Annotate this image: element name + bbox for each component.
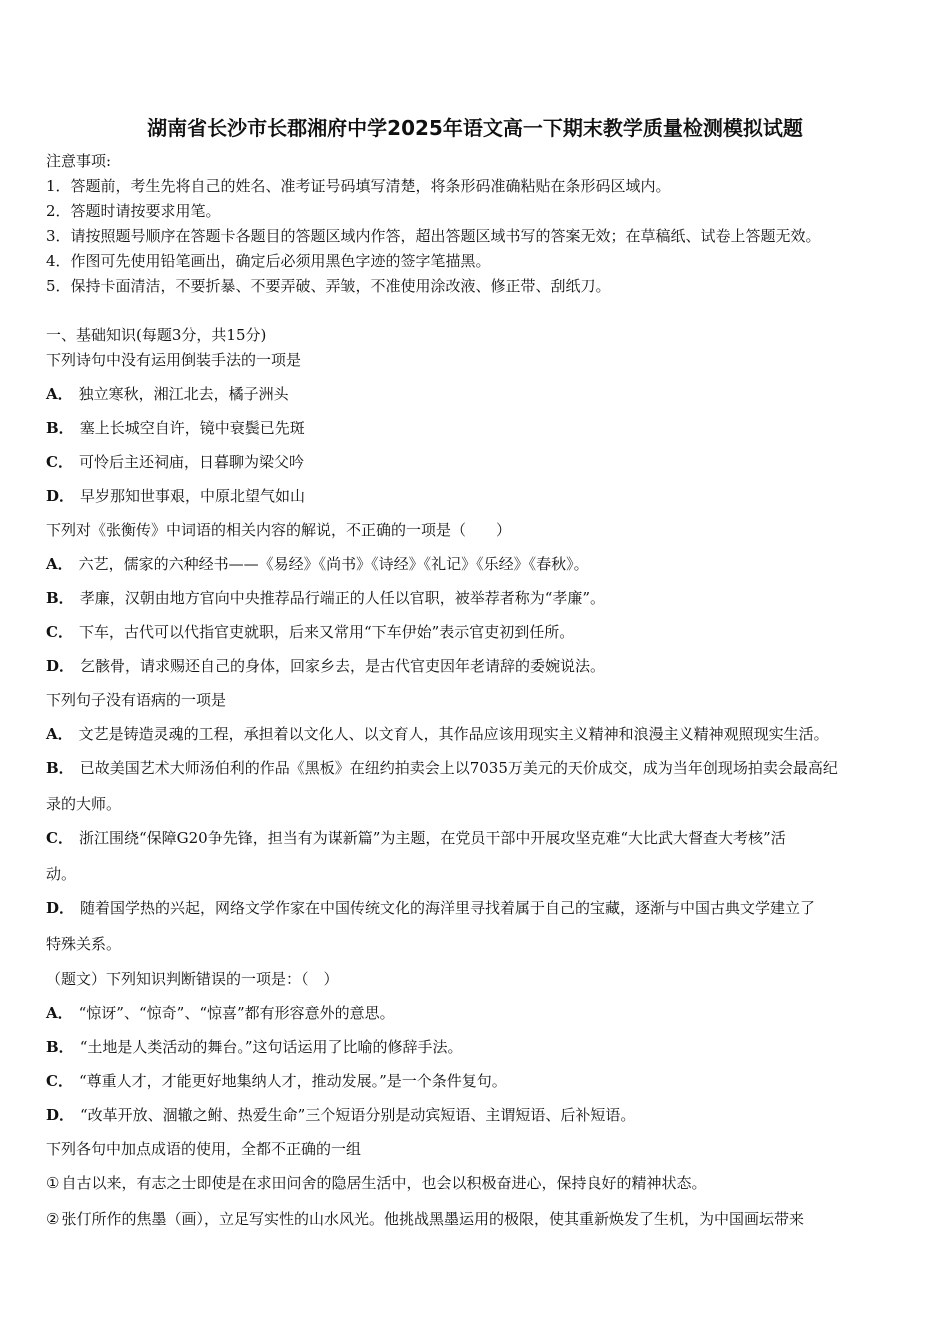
notice-item: 1．答题前，考生先将自己的姓名、准考证号码填写清楚，将条形码准确粘贴在条形码区域内。 xyxy=(46,177,671,195)
option-letter: D． xyxy=(46,487,75,505)
option-text: “改革开放、涸辙之鲋、热爱生命”三个短语分别是动宾短语、主谓短语、后补短语。 xyxy=(80,1106,636,1124)
notice-item: 5．保持卡面清洁，不要折暴、不要弄破、弄皱，不准使用涂改液、修正带、刮纸刀。 xyxy=(46,277,611,295)
option-b xyxy=(46,418,305,438)
option-c xyxy=(46,622,574,642)
option-c xyxy=(46,452,304,472)
option-letter: C． xyxy=(46,829,73,847)
option-text: 孝廉，汉朝由地方官向中央推荐品行端正的人任以官职，被举荐者称为“孝廉”。 xyxy=(79,589,606,607)
notice-item: 2．答题时请按要求用笔。 xyxy=(46,202,221,220)
option-letter: D． xyxy=(46,657,75,675)
option-letter: B． xyxy=(46,759,74,777)
option-letter: B． xyxy=(46,1038,74,1056)
option-a xyxy=(46,554,589,574)
option-letter: C． xyxy=(46,453,73,471)
numbered-sentence xyxy=(46,1209,804,1229)
option-text: 可怜后主还祠庙，日暮聊为梁父吟 xyxy=(78,453,304,471)
option-d xyxy=(46,486,305,506)
option-letter: D． xyxy=(46,1106,75,1124)
option-continuation: 特殊关系。 xyxy=(46,935,122,953)
notice-item: 3．请按照题号顺序在答题卡各题目的答题区域内作答，超出答题区域书写的答案无效；在草稿纸、试卷上答题无效。 xyxy=(46,227,821,245)
option-d xyxy=(46,656,605,676)
notice-item: 4．作图可先使用铅笔画出，确定后必须用黑色字迹的签字笔描黑。 xyxy=(46,252,491,270)
option-text: 独立寒秋，湘江北去，橘子洲头 xyxy=(78,385,289,403)
option-letter: B． xyxy=(46,589,74,607)
question-stem: 下列对《张衡传》中词语的相关内容的解说，不正确的一项是（ ） xyxy=(46,521,512,539)
option-text: 六艺，儒家的六种经书——《易经》《尚书》《诗经》《礼记》《乐经》《春秋》。 xyxy=(78,555,589,573)
question-stem: （题文）下列知识判断错误的一项是：（ ） xyxy=(46,970,339,988)
option-letter: A． xyxy=(46,385,73,403)
option-letter: A． xyxy=(46,1004,73,1022)
sentence-text: 张仃所作的焦墨（画），立足写实性的山水风光。他挑战黑墨运用的极限，使其重新焕发了生机，为中国画坛带来 xyxy=(61,1210,804,1228)
question-stem: 下列各句中加点成语的使用，全都不正确的一组 xyxy=(46,1140,362,1158)
option-text: 塞上长城空自许，镜中衰鬓已先斑 xyxy=(79,419,305,437)
option-text: 文艺是铸造灵魂的工程，承担着以文化人、以文育人，其作品应该用现实主义精神和浪漫主义精神观照现实生活。 xyxy=(78,725,829,743)
option-letter: B． xyxy=(46,419,74,437)
option-letter: A． xyxy=(46,725,73,743)
option-a xyxy=(46,1003,395,1023)
option-text: 浙江围绕“保障G20争先锋，担当有为谋新篇”为主题，在党员干部中开展攻坚克难“大比武大督查大考核”活 xyxy=(78,829,786,847)
question-stem: 下列诗句中没有运用倒装手法的一项是 xyxy=(46,351,302,369)
option-letter: D． xyxy=(46,899,75,917)
option-text: “尊重人才，才能更好地集纳人才，推动发展。”是一个条件复句。 xyxy=(78,1072,507,1090)
sentence-number: ② xyxy=(46,1210,60,1228)
exam-title: 湖南省长沙市长郡湘府中学2025年语文高一下期末教学质量检测模拟试题 xyxy=(147,116,803,140)
option-text: 乞骸骨，请求赐还自己的身体，回家乡去，是古代官吏因年老请辞的委婉说法。 xyxy=(80,657,606,675)
option-d xyxy=(46,1105,635,1125)
option-text: “惊讶”、“惊奇”、“惊喜”都有形容意外的意思。 xyxy=(78,1004,395,1022)
option-text: 下车，古代可以代指官吏就职，后来又常用“下车伊始”表示官吏初到任所。 xyxy=(78,623,575,641)
option-text: “土地是人类活动的舞台。”这句话运用了比喻的修辞手法。 xyxy=(79,1038,463,1056)
option-text: 早岁那知世事艰，中原北望气如山 xyxy=(80,487,306,505)
numbered-sentence xyxy=(46,1173,706,1193)
sentence-text: 自古以来，有志之士即使是在求田问舍的隐居生活中，也会以积极奋进心，保持良好的精神状态。 xyxy=(61,1174,707,1192)
option-c xyxy=(46,1071,507,1091)
option-d xyxy=(46,898,815,918)
option-continuation: 动。 xyxy=(46,865,77,883)
option-text: 随着国学热的兴起，网络文学作家在中国传统文化的海洋里寻找着属于自己的宝藏，逐渐与中国古典文学建立了 xyxy=(80,899,816,917)
option-continuation: 录的大师。 xyxy=(46,795,122,813)
option-b xyxy=(46,1037,463,1057)
option-a xyxy=(46,724,829,744)
sentence-number: ① xyxy=(46,1174,60,1192)
option-b xyxy=(46,588,605,608)
option-letter: A． xyxy=(46,555,73,573)
option-letter: C． xyxy=(46,1072,73,1090)
notice-heading: 注意事项: xyxy=(46,152,112,170)
option-text: 已故美国艺术大师汤伯利的作品《黑板》在纽约拍卖会上以7035万美元的天价成交，成为当年创现场拍卖会最高纪 xyxy=(79,759,838,777)
option-b xyxy=(46,758,838,778)
section-heading: 一、基础知识(每题3分，共15分) xyxy=(46,326,267,344)
option-letter: C． xyxy=(46,623,73,641)
question-stem: 下列句子没有语病的一项是 xyxy=(46,691,227,709)
option-c xyxy=(46,828,786,848)
option-a xyxy=(46,384,289,404)
